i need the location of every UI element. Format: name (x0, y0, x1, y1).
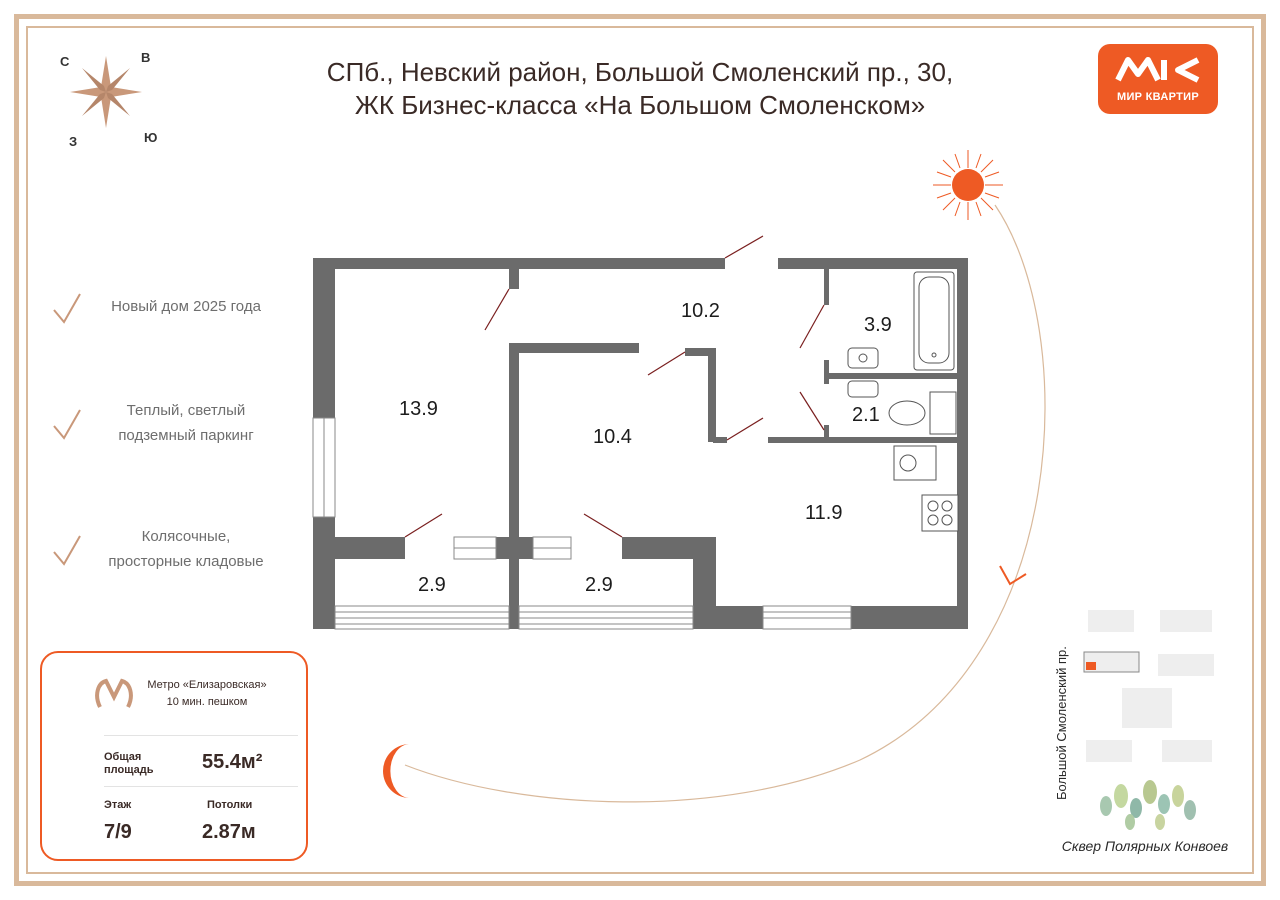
title-line-1: СПб., Невский район, Большой Смоленский пр., 30, (326, 57, 954, 87)
total-area-value: 55.4м² (202, 751, 263, 773)
metro-station-name: Метро «Елизаровская» (147, 679, 267, 691)
apartment-info-card (40, 651, 308, 861)
floor-plan-windows (313, 418, 851, 629)
floor-label: Этаж (104, 799, 132, 811)
park-trees-icon (1100, 780, 1196, 830)
room-area-kitchen: 11.9 (805, 502, 843, 524)
building-marker (1086, 662, 1096, 670)
room-area-living-room: 13.9 (399, 398, 438, 420)
room-area-bathroom: 3.9 (864, 314, 892, 336)
room-area-balcony-1: 2.9 (418, 574, 446, 596)
card-divider (104, 735, 298, 736)
feature-parking: Теплый, светлый подземный паркинг (118, 402, 254, 444)
metro-walk-time: 10 мин. пешком (166, 696, 248, 708)
sun-icon (933, 150, 1003, 220)
room-area-balcony-2: 2.9 (585, 574, 613, 596)
compass-north-label: С (60, 54, 70, 69)
title-line-2: ЖК Бизнес-класса «На Большом Смоленском» (354, 90, 926, 120)
ceiling-value: 2.87м (202, 821, 256, 843)
floor-plan-fixtures (848, 272, 958, 531)
room-area-bedroom: 10.4 (593, 426, 632, 448)
metro-logo-icon (94, 677, 134, 709)
park-label: Сквер Полярных Конвоев (1061, 838, 1229, 854)
feature-storage: Колясочные, просторные кладовые (108, 528, 264, 570)
street-label: Большой Смоленский пр. (1054, 646, 1069, 800)
moon-icon (383, 744, 410, 798)
floor-value: 7/9 (104, 821, 132, 843)
room-area-wc: 2.1 (852, 404, 880, 426)
floor-plan-doors (405, 236, 824, 537)
compass-west-label: З (69, 134, 78, 149)
ceiling-label: Потолки (207, 799, 253, 811)
location-map (1084, 610, 1214, 762)
feature-new-building: Новый дом 2025 года (111, 298, 261, 315)
total-area-label: Общая площадь (104, 751, 154, 776)
compass-south-label: Ю (144, 130, 158, 145)
room-area-hall: 10.2 (681, 300, 720, 322)
compass-east-label: В (141, 50, 151, 65)
brand-logo-text: МИР КВАРТИР (1117, 91, 1199, 103)
sun-path-arrow-icon (1000, 566, 1026, 584)
card-divider (104, 786, 298, 787)
